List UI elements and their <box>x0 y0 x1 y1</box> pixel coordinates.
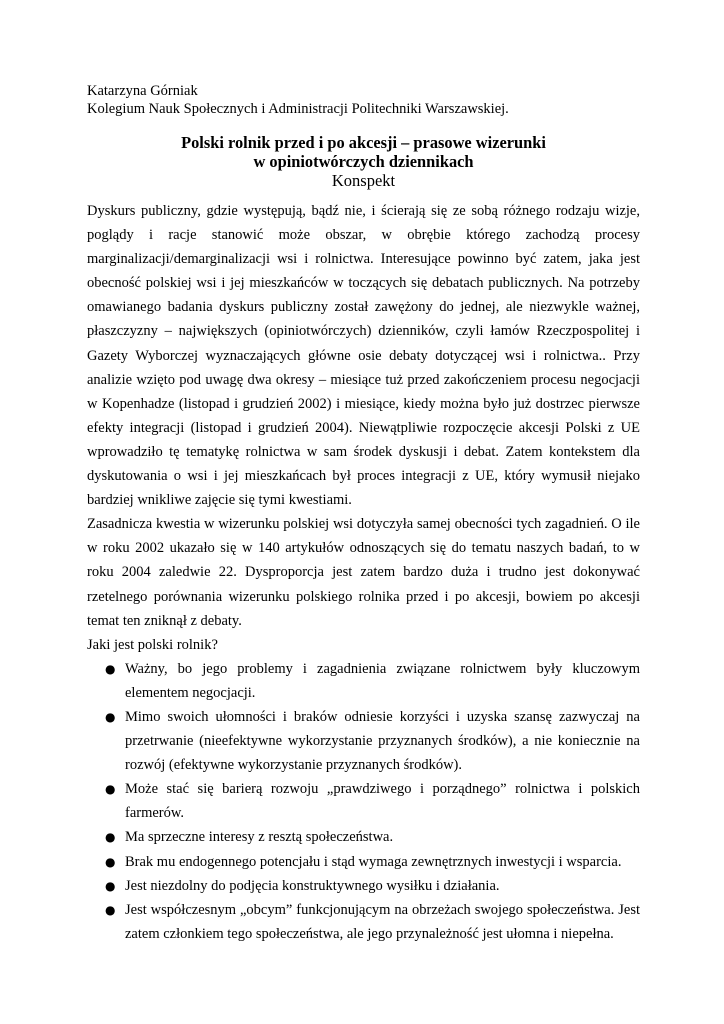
bullet-icon: ● <box>105 709 116 724</box>
author-affiliation: Kolegium Nauk Społecznych i Administracji Politechniki Warszawskiej. <box>87 101 509 117</box>
author-name: Katarzyna Górniak <box>87 83 198 99</box>
bullet-icon: ● <box>105 830 116 845</box>
list-item-text: Może stać się barierą rozwoju „prawdziwego i porządnego” rolnictwa i polskich farmerów. <box>125 781 640 822</box>
document-title-line-1: Polski rolnik przed i po akcesji – prasowe wizerunki <box>181 133 546 152</box>
title-block <box>87 133 640 191</box>
list-item-text: Brak mu endogennego potencjału i stąd wymaga zewnętrznych inwestycji i wsparcia. <box>125 853 622 870</box>
list-item <box>87 777 640 825</box>
list-item-text: Jest niezdolny do podjęcia konstruktywnego wysiłku i działania. <box>125 877 500 894</box>
author-block <box>87 82 640 118</box>
bullet-icon: ● <box>105 878 116 893</box>
document-page <box>87 82 640 946</box>
list-item <box>87 850 640 874</box>
bullet-icon: ● <box>105 782 116 797</box>
bullet-icon: ● <box>105 661 116 676</box>
list-item <box>87 898 640 946</box>
question-line: Jaki jest polski rolnik? <box>87 636 218 653</box>
document-title-line-2: w opiniotwórczych dziennikach <box>253 152 474 171</box>
list-item <box>87 825 640 849</box>
characteristics-list <box>87 657 640 946</box>
list-item-text: Ważny, bo jego problemy i zagadnienia związane rolnictwem były kluczowym elementem negocjacji. <box>125 660 640 701</box>
list-item <box>87 657 640 705</box>
document-subtitle: Konspekt <box>331 171 396 190</box>
list-item <box>87 705 640 777</box>
list-item-text: Ma sprzeczne interesy z resztą społeczeństwa. <box>125 829 394 846</box>
list-item-text: Mimo swoich ułomności i braków odniesie korzyści i uzyska szansę zazwyczaj na przetrwanie (nieefektywne wykorzystanie przyznanych środków), a nie koniecznie na rozwój (efektywne wykorzystanie przyznanych środków). <box>125 708 640 774</box>
document-body <box>87 199 640 946</box>
bullet-icon: ● <box>105 902 116 917</box>
paragraph-introduction: Dyskurs publiczny, gdzie występują, bądź nie, i ścierają się ze sobą różnego rodzaju wizje, poglądy i racje stanowić może obszar, w obrębie którego zachodzą procesy marginalizacji/demarginalizacji wsi i rolnictwa. Interesujące powinno być zatem, jaka jest obecność polskiej wsi i jej mieszkańców w toczących się debatach publicznych. Na potrzeby omawianego badania dyskurs publiczny został zawężony do jednej, ale niezwykle ważnej, płaszczyzny – największych (opiniotwórczych) dzienników, czyli łamów Rzeczpospolitej i Gazety Wyborczej wyznaczających główne osie debaty dotyczącej wsi i rolnictwa.. Przy analizie wzięto pod uwagę dwa okresy – miesiące tuż przed zakończeniem procesu negocjacji w Kopenhadze (listopad i grudzień 2002) i miesiące, kiedy można było już dostrzec pierwsze efekty integracji (listopad i grudzień 2004). Niewątpliwie rozpoczęcie akcesji Polski z UE wprowadziło tę tematykę rolnictwa w sam środek dyskusji i debat. Zatem kontekstem dla dyskutowania o wsi i jej mieszkańcach był proces integracji z UE, który wymusił niejako bardziej wnikliwe zajęcie się tymi kwestiami. <box>87 203 640 509</box>
paragraph-key-issue: Zasadnicza kwestia w wizerunku polskiej wsi dotyczyła samej obecności tych zagadnień. O ile w roku 2002 ukazało się w 140 artykułów odnoszących się do tematu naszych badań, to w roku 2004 zaledwie 22. Dysproporcja jest zatem bardzo duża i trudno jest dokonywać rzetelnego porównania wizerunku polskiego rolnika przed i po akcesji, bowiem po akcesji temat ten zniknął z debaty. <box>87 516 640 629</box>
list-item <box>87 874 640 898</box>
list-item-text: Jest współczesnym „obcym” funkcjonującym na obrzeżach swojego społeczeństwa. Jest zatem członkiem tego społeczeństwa, ale jego przynależność jest ułomna i niepełna. <box>125 901 640 942</box>
bullet-icon: ● <box>105 854 116 869</box>
